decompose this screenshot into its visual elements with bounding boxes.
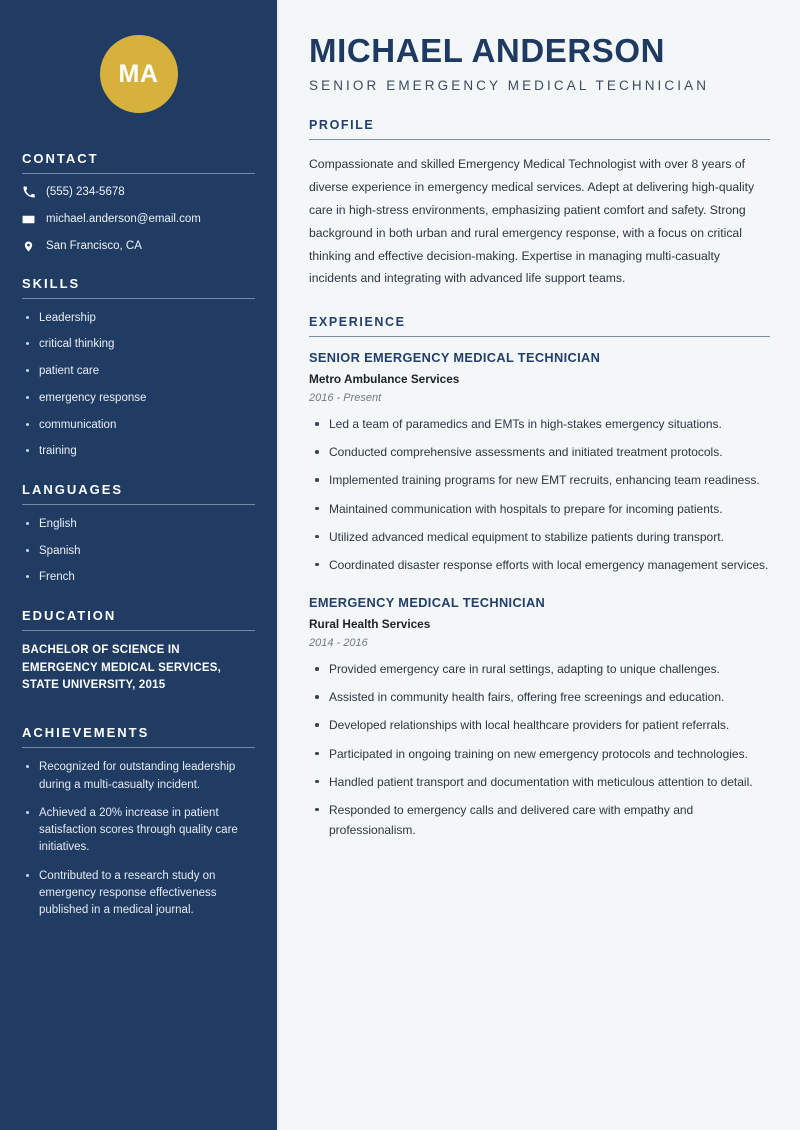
job-bullet-list — [309, 659, 770, 840]
education-entry: BACHELOR OF SCIENCE IN EMERGENCY MEDICAL SERVICES, STATE UNIVERSITY, 2015 — [22, 643, 222, 692]
job-dates: 2014 - 2016 — [309, 637, 368, 650]
list-item: Handled patient transport and documentation with meticulous attention to detail. — [309, 772, 770, 792]
list-item: communication — [22, 417, 255, 434]
list-item: emergency response — [22, 390, 255, 407]
experience-entry — [309, 595, 770, 840]
achievements-divider — [22, 747, 255, 748]
sidebar-section-contact — [22, 151, 255, 254]
education-heading: EDUCATION — [22, 607, 117, 623]
contact-location-value: San Francisco, CA — [46, 239, 142, 252]
skills-divider — [22, 298, 255, 299]
list-item: Utilized advanced medical equipment to stabilize patients during transport. — [309, 527, 770, 547]
list-item: Implemented training programs for new EMT recruits, enhancing team readiness. — [309, 470, 770, 490]
languages-heading: LANGUAGES — [22, 481, 124, 497]
main-content — [279, 0, 800, 1130]
avatar — [100, 35, 178, 113]
education-divider — [22, 630, 255, 631]
list-item: Provided emergency care in rural settings, adapting to unique challenges. — [309, 659, 770, 679]
sidebar-section-languages — [22, 482, 255, 586]
list-item: French — [22, 569, 255, 586]
contact-item-email[interactable] — [22, 212, 255, 227]
experience-entry — [309, 350, 770, 575]
avatar-initials: MA — [118, 59, 159, 88]
languages-list — [22, 516, 255, 586]
list-item: critical thinking — [22, 336, 255, 353]
sidebar-section-education — [22, 608, 255, 695]
list-item: Participated in ongoing training on new emergency protocols and technologies. — [309, 744, 770, 764]
contact-item-phone[interactable] — [22, 185, 255, 200]
list-item: Leadership — [22, 310, 255, 327]
location-pin-icon — [22, 240, 35, 253]
page-title: MICHAEL ANDERSON — [309, 32, 666, 69]
contact-divider — [22, 173, 255, 174]
achievements-heading: ACHIEVEMENTS — [22, 725, 150, 741]
contact-list — [22, 185, 255, 254]
sidebar-section-achievements — [22, 725, 255, 919]
profile-heading: PROFILE — [309, 118, 375, 133]
achievements-list — [22, 759, 255, 919]
main-section-experience — [309, 315, 770, 840]
list-item: Responded to emergency calls and delivered care with empathy and professionalism. — [309, 800, 770, 840]
list-item: training — [22, 443, 255, 460]
profile-divider — [309, 139, 770, 140]
skills-heading: SKILLS — [22, 275, 81, 291]
list-item: Contributed to a research study on emergency response effectiveness published in a medical journal. — [22, 868, 255, 920]
job-company: Rural Health Services — [309, 617, 431, 632]
phone-icon — [22, 186, 35, 198]
list-item: English — [22, 516, 255, 533]
experience-divider — [309, 336, 770, 337]
experience-heading: EXPERIENCE — [309, 315, 406, 330]
list-item: Developed relationships with local healthcare providers for patient referrals. — [309, 715, 770, 735]
envelope-icon — [22, 213, 35, 226]
job-title: SENIOR EMERGENCY MEDICAL TECHNICIAN — [309, 350, 601, 366]
list-item: Spanish — [22, 543, 255, 560]
list-item: Assisted in community health fairs, offering free screenings and education. — [309, 687, 770, 707]
list-item: patient care — [22, 363, 255, 380]
job-dates: 2016 - Present — [309, 392, 382, 405]
list-item: Led a team of paramedics and EMTs in high-stakes emergency situations. — [309, 414, 770, 434]
contact-item-location[interactable] — [22, 239, 255, 254]
sidebar — [0, 0, 279, 1130]
job-role-subtitle: SENIOR EMERGENCY MEDICAL TECHNICIAN — [309, 78, 710, 94]
list-item: Recognized for outstanding leadership during a multi-casualty incident. — [22, 759, 255, 794]
languages-divider — [22, 504, 255, 505]
contact-email-value: michael.anderson@email.com — [46, 212, 201, 225]
sidebar-section-skills — [22, 276, 255, 460]
skills-list — [22, 310, 255, 460]
contact-phone-value: (555) 234-5678 — [46, 186, 125, 198]
profile-text: Compassionate and skilled Emergency Medical Technologist with over 8 years of diverse experience in emergency medical services. Adept at delivering high-quality care in high-stress environments, emphasizing patient comfort and safety. Strong background in both urban and rural emergency response, with a focus on critical thinking and effective decision-making. Expertise in managing multi-casualty incidents and integrating with advanced life support teams. — [309, 157, 755, 286]
list-item: Conducted comprehensive assessments and initiated treatment protocols. — [309, 442, 770, 462]
avatar-container — [22, 0, 255, 151]
list-item: Coordinated disaster response efforts with local emergency management services. — [309, 555, 770, 575]
list-item: Achieved a 20% increase in patient satisfaction scores through quality care initiatives. — [22, 805, 255, 857]
list-item: Maintained communication with hospitals to prepare for incoming patients. — [309, 499, 770, 519]
job-company: Metro Ambulance Services — [309, 372, 460, 387]
main-section-profile — [309, 118, 770, 290]
job-bullet-list — [309, 414, 770, 575]
contact-heading: CONTACT — [22, 151, 99, 166]
job-title: EMERGENCY MEDICAL TECHNICIAN — [309, 595, 546, 611]
